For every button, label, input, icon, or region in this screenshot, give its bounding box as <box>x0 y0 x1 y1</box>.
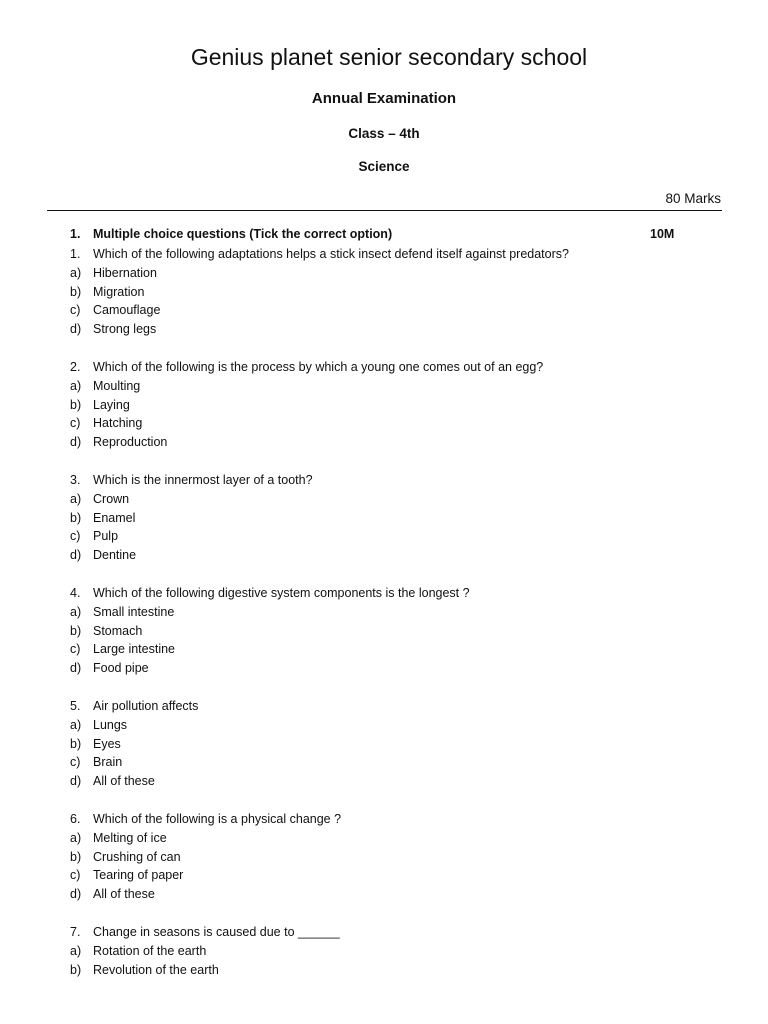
option-item[interactable] <box>70 414 670 433</box>
option-item[interactable] <box>70 848 670 867</box>
option-label: c) <box>70 868 81 883</box>
option-label: d) <box>70 548 82 563</box>
question-line <box>70 584 670 603</box>
section-marks: 10M <box>650 227 675 241</box>
option-label: a) <box>70 943 82 958</box>
question-text: Which of the following adaptations helps a stick insect defend itself against predators? <box>93 247 569 261</box>
option-text: All of these <box>93 774 155 789</box>
question-number: 5. <box>70 698 81 713</box>
option-text: Migration <box>93 284 145 299</box>
option-text: Brain <box>93 755 123 770</box>
question-line <box>70 810 670 829</box>
option-text: Crown <box>93 491 130 506</box>
option-text: Rotation of the earth <box>93 943 207 958</box>
option-item[interactable] <box>70 961 670 980</box>
option-item[interactable] <box>70 735 670 754</box>
option-label: d) <box>70 887 82 902</box>
option-text: Crushing of can <box>93 849 181 864</box>
school-name: Genius planet senior secondary school <box>190 44 588 70</box>
option-text: Eyes <box>93 736 121 751</box>
question-item <box>70 810 670 904</box>
option-item[interactable] <box>70 885 670 904</box>
option-label: b) <box>70 623 82 638</box>
header-divider <box>47 210 722 211</box>
option-item[interactable] <box>70 603 670 622</box>
question-text: Air pollution affects <box>93 698 199 713</box>
option-label: b) <box>70 397 82 412</box>
option-text: Dentine <box>93 548 137 563</box>
option-item[interactable] <box>70 866 670 885</box>
section-number: 1. <box>70 227 81 241</box>
option-label: b) <box>70 849 82 864</box>
option-label: d) <box>70 322 82 337</box>
option-label: c) <box>70 416 81 431</box>
question-number: 7. <box>70 924 81 939</box>
question-line <box>70 697 670 716</box>
question-item <box>70 471 670 565</box>
option-label: a) <box>70 378 82 393</box>
question-item <box>70 697 670 791</box>
option-text: Stomach <box>93 623 143 638</box>
option-text: Revolution of the earth <box>93 962 219 977</box>
option-label: d) <box>70 435 82 450</box>
option-item[interactable] <box>70 716 670 735</box>
section-title: Multiple choice questions (Tick the correct option) <box>93 227 393 241</box>
option-item[interactable] <box>70 433 670 452</box>
exam-title: Annual Examination <box>311 90 457 107</box>
question-number: 2. <box>70 359 81 374</box>
option-label: b) <box>70 736 82 751</box>
question-text: Which is the innermost layer of a tooth? <box>93 472 313 487</box>
question-item <box>70 584 670 678</box>
question-item <box>70 245 670 339</box>
option-item[interactable] <box>70 509 670 528</box>
question-list <box>70 245 670 998</box>
question-number: 1. <box>70 247 81 261</box>
option-item[interactable] <box>70 942 670 961</box>
option-text: Laying <box>93 397 130 412</box>
option-text: Strong legs <box>93 322 157 337</box>
option-item[interactable] <box>70 396 670 415</box>
option-label: c) <box>70 529 81 544</box>
question-text: Change in seasons is caused due to ______ <box>93 924 340 939</box>
option-text: Hibernation <box>93 265 157 280</box>
option-item[interactable] <box>70 659 670 678</box>
option-item[interactable] <box>70 546 670 565</box>
option-label: c) <box>70 303 81 318</box>
option-item[interactable] <box>70 753 670 772</box>
option-text: Melting of ice <box>93 830 167 845</box>
option-text: Large intestine <box>93 642 176 657</box>
option-text: Tearing of paper <box>93 868 184 883</box>
option-text: Small intestine <box>93 604 175 619</box>
question-line <box>70 358 670 377</box>
question-line <box>70 471 670 490</box>
question-number: 4. <box>70 585 81 600</box>
option-label: c) <box>70 642 81 657</box>
subject-label: Science <box>358 159 410 174</box>
option-label: b) <box>70 510 82 525</box>
option-text: Reproduction <box>93 435 168 450</box>
option-text: Camouflage <box>93 303 161 318</box>
option-label: a) <box>70 717 82 732</box>
option-text: Hatching <box>93 416 143 431</box>
option-label: b) <box>70 284 82 299</box>
option-item[interactable] <box>70 622 670 641</box>
option-item[interactable] <box>70 377 670 396</box>
question-text: Which of the following is a physical change ? <box>93 811 342 826</box>
option-text: Enamel <box>93 510 136 525</box>
question-text: Which of the following is the process by which a young one comes out of an egg? <box>93 359 544 374</box>
option-label: a) <box>70 491 82 506</box>
option-text: Food pipe <box>93 661 149 676</box>
option-item[interactable] <box>70 264 670 283</box>
option-item[interactable] <box>70 301 670 320</box>
option-item[interactable] <box>70 490 670 509</box>
total-marks: 80 Marks <box>665 191 721 206</box>
option-text: Pulp <box>93 529 119 544</box>
option-label: b) <box>70 962 82 977</box>
question-line <box>70 245 670 264</box>
option-text: Moulting <box>93 378 141 393</box>
option-label: a) <box>70 265 82 280</box>
option-label: a) <box>70 604 82 619</box>
option-item[interactable] <box>70 772 670 791</box>
option-text: Lungs <box>93 717 128 732</box>
question-number: 3. <box>70 472 81 487</box>
option-item[interactable] <box>70 640 670 659</box>
option-text: All of these <box>93 887 155 902</box>
option-label: d) <box>70 661 82 676</box>
question-line <box>70 923 670 942</box>
option-item[interactable] <box>70 283 670 302</box>
option-label: c) <box>70 755 81 770</box>
question-item <box>70 358 670 452</box>
option-item[interactable] <box>70 320 670 339</box>
option-item[interactable] <box>70 829 670 848</box>
class-label: Class – 4th <box>348 126 420 141</box>
question-number: 6. <box>70 811 81 826</box>
question-item <box>70 923 670 979</box>
option-item[interactable] <box>70 527 670 546</box>
question-text: Which of the following digestive system components is the longest ? <box>93 585 470 600</box>
option-label: d) <box>70 774 82 789</box>
option-label: a) <box>70 830 82 845</box>
